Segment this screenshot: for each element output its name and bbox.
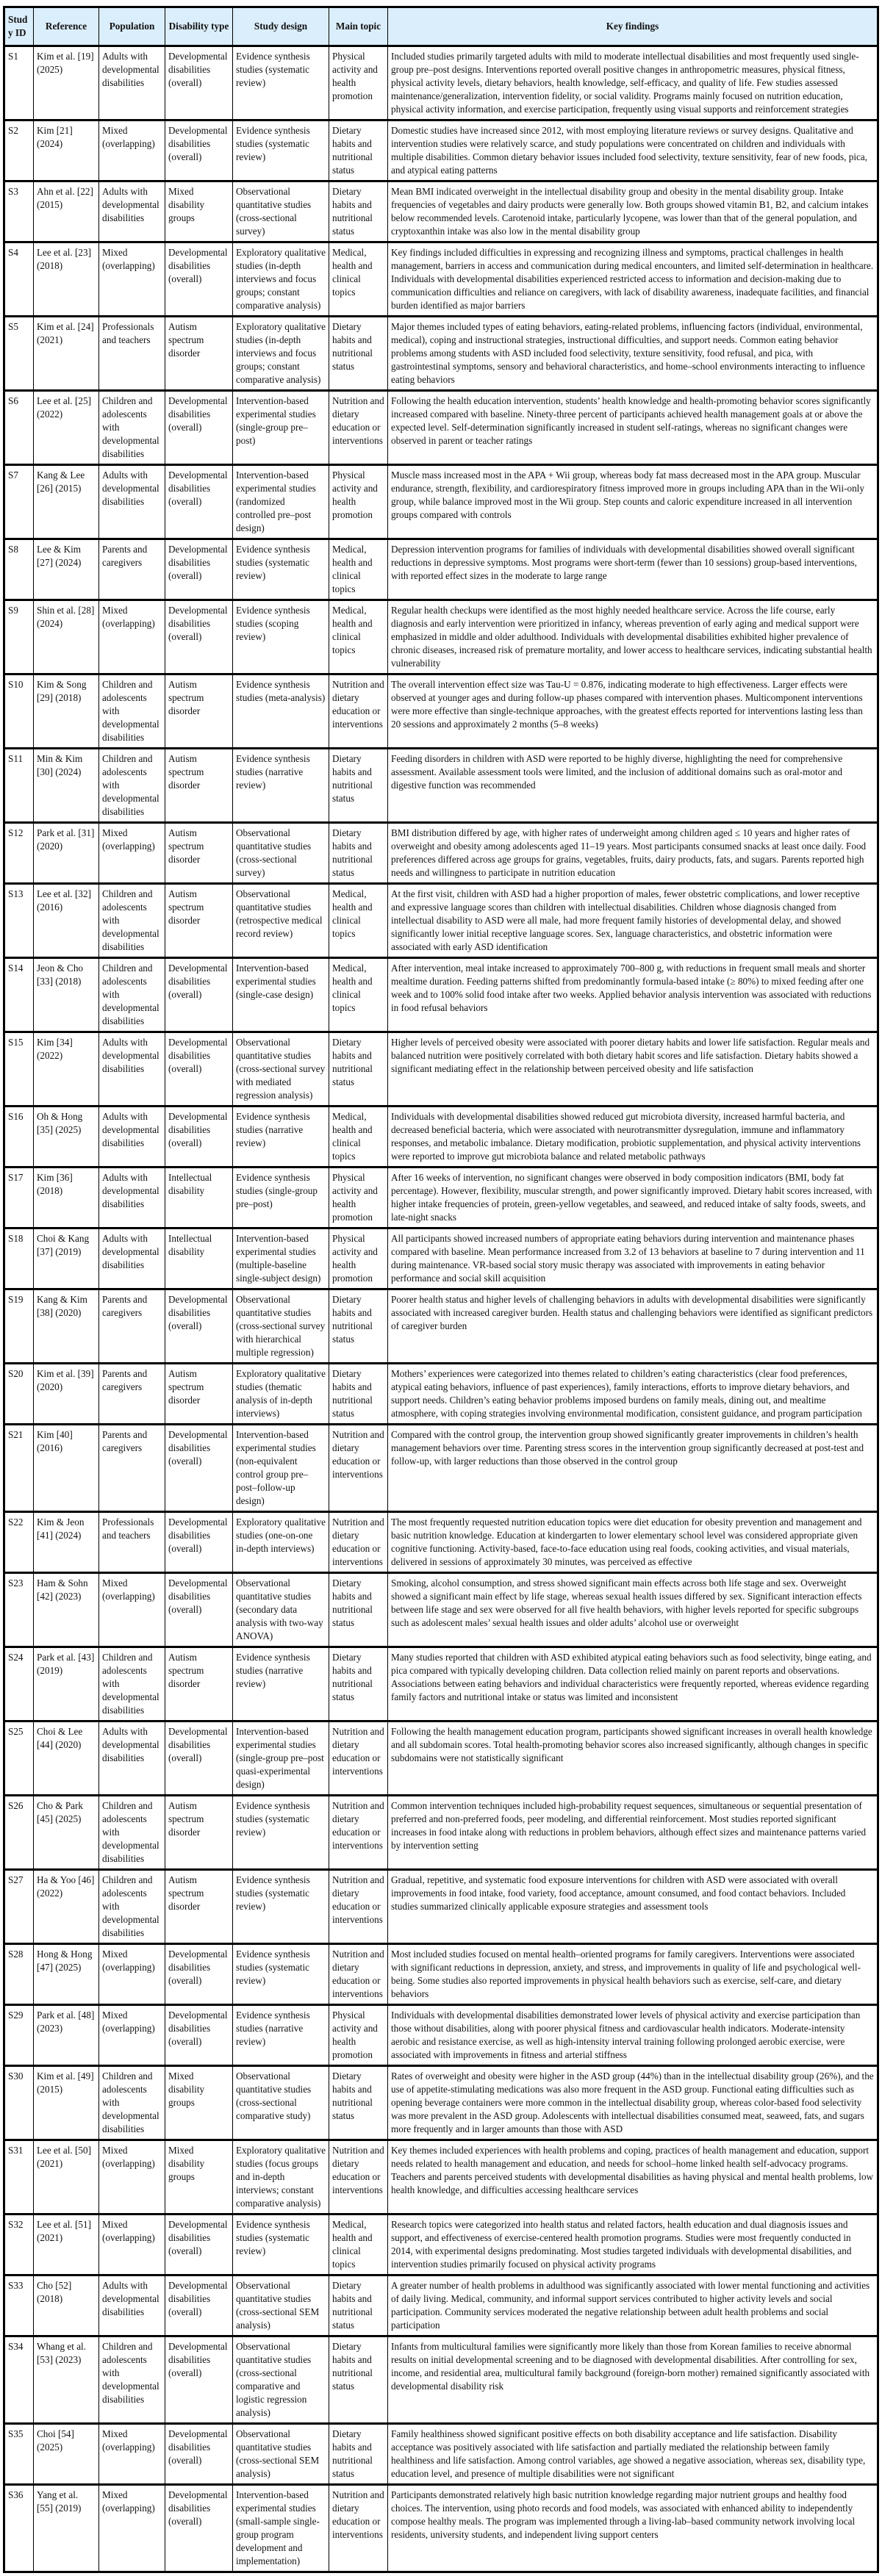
cell-disability-type: Developmental disabilities (overall) — [165, 1944, 233, 2005]
cell-disability-type: Intellectual disability — [165, 1168, 233, 1228]
cell-population: Children and adolescents with developmental disabilities — [99, 1796, 165, 1870]
cell-main-topic: Medical, health and clinical topics — [329, 2215, 388, 2275]
table-row — [4, 1289, 878, 1364]
cell-study-design: Evidence synthesis studies (scoping review) — [233, 600, 329, 674]
cell-reference: Lee et al. [51] (2021) — [34, 2215, 99, 2275]
cell-disability-type: Developmental disabilities (overall) — [165, 1573, 233, 1647]
cell-reference: Cho [52] (2018) — [34, 2275, 99, 2336]
header-reference: Reference — [34, 7, 99, 46]
cell-reference: Lee et al. [50] (2021) — [34, 2140, 99, 2215]
cell-study-id: S22 — [4, 1512, 34, 1573]
cell-study-design: Intervention-based experimental studies (single-case design) — [233, 958, 329, 1032]
cell-disability-type: Autism spectrum disorder — [165, 674, 233, 749]
cell-key-findings: Common intervention techniques included high-probability request sequences, simultaneous or sequential presentation of preferred and non-preferred foods, peer modeling, and differential reinforcement. Most studies reported significant increases in food intake along with reductions in problem behaviors, although effect sizes and maintenance patterns varied by intervention setting — [388, 1796, 878, 1870]
cell-study-id: S34 — [4, 2336, 34, 2424]
cell-disability-type: Autism spectrum disorder — [165, 749, 233, 823]
cell-key-findings: Mothers’ experiences were categorized into themes related to children’s eating characteristics (clear food preferences, atypical eating behaviors, influence of past experiences), family interactions, efforts to improve dietary behaviors, and support needs. Children’s eating behavior problems imposed burdens on family meals, dining out, and mealtime atmosphere, with coping strategies involving environmental modification, consistent guidance, and program participation — [388, 1364, 878, 1425]
table-row — [4, 823, 878, 884]
cell-reference: Kim et al. [39] (2020) — [34, 1364, 99, 1425]
cell-reference: Kim [21] (2024) — [34, 120, 99, 181]
cell-reference: Kim [40] (2016) — [34, 1425, 99, 1512]
cell-reference: Kim & Song [29] (2018) — [34, 674, 99, 749]
cell-key-findings: Feeding disorders in children with ASD were reported to be highly diverse, highlighting the need for comprehensive assessment. Available assessment tools were limited, and the inclusion of additional domains such as oral-motor and digestive function was recommended — [388, 749, 878, 823]
cell-study-id: S24 — [4, 1647, 34, 1721]
cell-study-id: S15 — [4, 1032, 34, 1107]
cell-key-findings: After 16 weeks of intervention, no significant changes were observed in body composition indicators (BMI, body fat percentage). However, flexibility, muscular strength, and power significantly improved. Dietary habit scores increased, with higher intake frequencies of protein, green-yellow vegetables, and seaweed, and reduced intake of salty foods, sweets, and late-night snacks — [388, 1168, 878, 1228]
cell-main-topic: Medical, health and clinical topics — [329, 884, 388, 958]
cell-population: Adults with developmental disabilities — [99, 46, 165, 120]
cell-main-topic: Dietary habits and nutritional status — [329, 1647, 388, 1721]
cell-study-id: S5 — [4, 317, 34, 391]
cell-key-findings: Major themes included types of eating behaviors, eating-related problems, influencing factors (individual, environmental, medical), coping and instructional strategies, instructional difficulties, and support needs. Common eating behavior problems among students with ASD included food selectivity, texture sensitivity, food refusal, and pica, with gastrointestinal symptoms, sensory and behavioral characteristics, and home–school environments interacting to influence eating behaviors — [388, 317, 878, 391]
cell-disability-type: Developmental disabilities (overall) — [165, 1512, 233, 1573]
cell-main-topic: Medical, health and clinical topics — [329, 958, 388, 1032]
cell-disability-type: Autism spectrum disorder — [165, 1364, 233, 1425]
cell-population: Parents and caregivers — [99, 1289, 165, 1364]
table-row — [4, 242, 878, 317]
cell-reference: Kim [34] (2022) — [34, 1032, 99, 1107]
header-population: Population — [99, 7, 165, 46]
table-row — [4, 1364, 878, 1425]
cell-reference: Lee et al. [25] (2022) — [34, 391, 99, 465]
cell-reference: Choi [54] (2025) — [34, 2424, 99, 2485]
cell-main-topic: Nutrition and dietary education or interventions — [329, 1944, 388, 2005]
cell-study-id: S28 — [4, 1944, 34, 2005]
cell-key-findings: Regular health checkups were identified as the most highly needed healthcare service. Across the life course, early diagnosis and early intervention were prioritized in infancy, whereas prevention of early aging and medical support were emphasized in middle and older adulthood. Individuals with developmental disabilities exhibited higher prevalence of chronic diseases, increased risk of premature mortality, and lower access to healthcare services, indicating substantial health vulnerability — [388, 600, 878, 674]
cell-reference: Shin et al. [28] (2024) — [34, 600, 99, 674]
cell-disability-type: Autism spectrum disorder — [165, 1796, 233, 1870]
cell-study-id: S29 — [4, 2005, 34, 2066]
table-row — [4, 1647, 878, 1721]
cell-study-id: S8 — [4, 539, 34, 600]
cell-study-design: Exploratory qualitative studies (in-depth interviews and focus groups; constant comparative analysis) — [233, 317, 329, 391]
header-study-design: Study design — [233, 7, 329, 46]
cell-reference: Cho & Park [45] (2025) — [34, 1796, 99, 1870]
cell-disability-type: Developmental disabilities (overall) — [165, 1425, 233, 1512]
cell-population: Mixed (overlapping) — [99, 823, 165, 884]
cell-main-topic: Dietary habits and nutritional status — [329, 2336, 388, 2424]
cell-key-findings: A greater number of health problems in adulthood was significantly associated with lower mental functioning and activities of daily living. Medical, community, and informal support services contributed to higher activity levels and social participation. Community services moderated the negative relationship between adult health problems and social participation — [388, 2275, 878, 2336]
cell-reference: Yang et al. [55] (2019) — [34, 2485, 99, 2572]
cell-study-id: S12 — [4, 823, 34, 884]
cell-reference: Min & Kim [30] (2024) — [34, 749, 99, 823]
cell-study-design: Evidence synthesis studies (systematic review) — [233, 539, 329, 600]
table-row — [4, 1032, 878, 1107]
cell-population: Children and adolescents with developmental disabilities — [99, 674, 165, 749]
cell-disability-type: Developmental disabilities (overall) — [165, 2336, 233, 2424]
cell-study-id: S9 — [4, 600, 34, 674]
cell-disability-type: Developmental disabilities (overall) — [165, 120, 233, 181]
cell-main-topic: Dietary habits and nutritional status — [329, 120, 388, 181]
table-row — [4, 884, 878, 958]
cell-disability-type: Developmental disabilities (overall) — [165, 1289, 233, 1364]
cell-disability-type: Developmental disabilities (overall) — [165, 2215, 233, 2275]
table-row — [4, 674, 878, 749]
cell-study-design: Observational quantitative studies (cross-sectional survey) — [233, 181, 329, 242]
cell-reference: Kang & Kim [38] (2020) — [34, 1289, 99, 1364]
cell-reference: Lee et al. [32] (2016) — [34, 884, 99, 958]
cell-key-findings: Smoking, alcohol consumption, and stress showed significant main effects across both life stage and sex. Overweight showed a significant main effect by life stage, whereas sexual health issues differed by sex. Significant interaction effects between life stage and sex were observed for all five health behaviors, with higher levels reported for specific subgroups such as adolescent males’ sexual health issues and older adults’ alcohol use or overweight — [388, 1573, 878, 1647]
cell-study-design: Intervention-based experimental studies (randomized controlled pre–post design) — [233, 465, 329, 539]
cell-key-findings: Participants demonstrated relatively high basic nutrition knowledge regarding major nutrient groups and healthy food choices. The intervention, using photo records and food models, was associated with enhanced ability to independently compose healthy meals. The program was implemented through a living-lab–based community network involving local residents, university students, and independent living support centers — [388, 2485, 878, 2572]
cell-key-findings: Key themes included experiences with health problems and coping, practices of health management and education, support needs related to health management and education, and needs for school–home linked health self-advocacy programs. Teachers and parents perceived students with developmental disabilities as having physical and mental health problems, low health knowledge, and difficulties accessing healthcare services — [388, 2140, 878, 2215]
cell-main-topic: Nutrition and dietary education or interventions — [329, 1512, 388, 1573]
cell-key-findings: Domestic studies have increased since 2012, with most employing literature reviews or survey designs. Qualitative and intervention studies were relatively scarce, and study populations were concentrated on children and individuals with multiple disabilities. Common dietary behavior issues included food selectivity, texture sensitivity, fear of new foods, pica, and atypical eating patterns — [388, 120, 878, 181]
cell-disability-type: Developmental disabilities (overall) — [165, 1107, 233, 1168]
cell-reference: Ha & Yoo [46] (2022) — [34, 1870, 99, 1944]
cell-study-id: S30 — [4, 2066, 34, 2140]
cell-key-findings: After intervention, meal intake increased to approximately 700–800 g, with reductions in frequent small meals and shorter mealtime duration. Feeding patterns shifted from predominantly formula-based intake (≥ 80%) to mixed feeding after one week and to 100% solid food intake after two weeks. Applied behavior analysis intervention was associated with reductions in food refusal behaviors — [388, 958, 878, 1032]
cell-disability-type: Mixed disability groups — [165, 2066, 233, 2140]
table-row — [4, 181, 878, 242]
cell-population: Parents and caregivers — [99, 1364, 165, 1425]
cell-study-id: S13 — [4, 884, 34, 958]
cell-main-topic: Physical activity and health promotion — [329, 46, 388, 120]
cell-key-findings: At the first visit, children with ASD had a higher proportion of males, fewer obstetric complications, and lower receptive and expressive language scores than children with intellectual disabilities. Children whose diagnosis changed from intellectual disability to ASD were all male, had more frequent family histories of developmental delay, and showed significantly lower initial receptive language scores. Sex, language characteristics, and obstetric information were associated with early ASD identification — [388, 884, 878, 958]
cell-key-findings: Included studies primarily targeted adults with mild to moderate intellectual disabilities and most frequently used single-group pre–post designs. Interventions reported overall positive changes in anthropometric measures, physical fitness, physical activity levels, dietary behaviors, health knowledge, self-efficacy, and quality of life. Few studies assessed maintenance/generalization, intervention fidelity, or social validity. Programs mainly focused on nutrition education, physical activity information, and exercise participation, frequently using visual supports and reinforcement strategies — [388, 46, 878, 120]
cell-study-id: S17 — [4, 1168, 34, 1228]
cell-population: Mixed (overlapping) — [99, 600, 165, 674]
cell-key-findings: Higher levels of perceived obesity were associated with poorer dietary habits and lower life satisfaction. Regular meals and balanced nutrition were positively correlated with both dietary habit scores and life satisfaction. Dietary habits showed a significant mediating effect in the relationship between perceived obesity and life satisfaction — [388, 1032, 878, 1107]
header-main-topic: Main topic — [329, 7, 388, 46]
cell-study-design: Intervention-based experimental studies (single-group pre–post quasi-experimental design) — [233, 1721, 329, 1796]
cell-study-id: S27 — [4, 1870, 34, 1944]
cell-study-design: Evidence synthesis studies (narrative review) — [233, 2005, 329, 2066]
cell-main-topic: Dietary habits and nutritional status — [329, 1289, 388, 1364]
cell-key-findings: Following the health education intervention, students’ health knowledge and health-promoting behavior scores significantly increased compared with baseline. Ninety-three percent of participants achieved health management goals at or above the expected level. Self-determination significantly increased in student self-ratings, whereas no significant changes were observed in parent or teacher ratings — [388, 391, 878, 465]
cell-main-topic: Physical activity and health promotion — [329, 2005, 388, 2066]
table-row — [4, 1870, 878, 1944]
cell-key-findings: Many studies reported that children with ASD exhibited atypical eating behaviors such as food selectivity, binge eating, and pica compared with typically developing children. Data collection relied mainly on parent reports and observations. Associations between eating behaviors and individual characteristics were frequently reported, whereas evidence regarding family factors and nutritional intake or status was limited and inconsistent — [388, 1647, 878, 1721]
header-disability-type: Disability type — [165, 7, 233, 46]
cell-study-design: Evidence synthesis studies (narrative review) — [233, 749, 329, 823]
cell-population: Children and adolescents with developmental disabilities — [99, 391, 165, 465]
table-row — [4, 317, 878, 391]
cell-main-topic: Nutrition and dietary education or interventions — [329, 674, 388, 749]
cell-study-design: Observational quantitative studies (secondary data analysis with two-way ANOVA) — [233, 1573, 329, 1647]
cell-study-design: Evidence synthesis studies (single-group pre–post) — [233, 1168, 329, 1228]
cell-population: Mixed (overlapping) — [99, 120, 165, 181]
cell-disability-type: Mixed disability groups — [165, 181, 233, 242]
cell-study-design: Evidence synthesis studies (systematic review) — [233, 1796, 329, 1870]
cell-population: Mixed (overlapping) — [99, 2215, 165, 2275]
cell-population: Children and adolescents with developmental disabilities — [99, 884, 165, 958]
cell-reference: Ahn et al. [22] (2015) — [34, 181, 99, 242]
cell-key-findings: Mean BMI indicated overweight in the intellectual disability group and obesity in the mental disability group. Intake frequencies of vegetables and dairy products were generally low. Both groups showed vitamin B1, B2, and calcium intakes below recommended levels. Carotenoid intake, particularly lycopene, was lower than that of the general population, and cryptoxanthin intake was also low in the mental disability group — [388, 181, 878, 242]
cell-key-findings: Individuals with developmental disabilities showed reduced gut microbiota diversity, increased harmful bacteria, and decreased beneficial bacteria, which were associated with neurotransmitter dysregulation, immune and inflammatory responses, and metabolic imbalance. Dietary modification, probiotic supplementation, and physical activity interventions were reported to improve gut microbiota balance and related metabolic pathways — [388, 1107, 878, 1168]
cell-main-topic: Dietary habits and nutritional status — [329, 1364, 388, 1425]
cell-study-id: S16 — [4, 1107, 34, 1168]
table-row — [4, 1168, 878, 1228]
cell-disability-type: Developmental disabilities (overall) — [165, 600, 233, 674]
cell-study-id: S26 — [4, 1796, 34, 1870]
table-row — [4, 600, 878, 674]
cell-main-topic: Physical activity and health promotion — [329, 1168, 388, 1228]
cell-main-topic: Dietary habits and nutritional status — [329, 2066, 388, 2140]
header-row — [4, 7, 878, 46]
cell-main-topic: Nutrition and dietary education or interventions — [329, 1425, 388, 1512]
cell-main-topic: Nutrition and dietary education or interventions — [329, 1721, 388, 1796]
cell-study-id: S36 — [4, 2485, 34, 2572]
cell-reference: Choi & Lee [44] (2020) — [34, 1721, 99, 1796]
table-row — [4, 2424, 878, 2485]
table-body — [4, 46, 878, 2572]
cell-study-design: Observational quantitative studies (cross-sectional survey with mediated regression analysis) — [233, 1032, 329, 1107]
table-row — [4, 2140, 878, 2215]
cell-main-topic: Physical activity and health promotion — [329, 465, 388, 539]
cell-population: Children and adolescents with developmental disabilities — [99, 1647, 165, 1721]
cell-key-findings: Poorer health status and higher levels of challenging behaviors in adults with developmental disabilities were significantly associated with increased caregiver burden. Health status and challenging behaviors were identified as significant predictors of caregiver burden — [388, 1289, 878, 1364]
cell-population: Adults with developmental disabilities — [99, 1228, 165, 1289]
cell-study-id: S2 — [4, 120, 34, 181]
cell-population: Children and adolescents with developmental disabilities — [99, 749, 165, 823]
table-row — [4, 391, 878, 465]
cell-study-design: Observational quantitative studies (cross-sectional survey with hierarchical multiple regression) — [233, 1289, 329, 1364]
cell-study-design: Evidence synthesis studies (systematic review) — [233, 1870, 329, 1944]
cell-main-topic: Nutrition and dietary education or interventions — [329, 2485, 388, 2572]
cell-population: Parents and caregivers — [99, 1425, 165, 1512]
table-row — [4, 2485, 878, 2572]
cell-main-topic: Dietary habits and nutritional status — [329, 1573, 388, 1647]
cell-key-findings: Research topics were categorized into health status and related factors, health education and dual diagnosis issues and support, and effectiveness of exercise-centered health promotion programs. Studies were most frequently conducted in 2014, with experimental designs predominating. Most studies targeted individuals with developmental disabilities, and intervention studies primarily focused on physical activity programs — [388, 2215, 878, 2275]
cell-reference: Lee et al. [23] (2018) — [34, 242, 99, 317]
cell-population: Mixed (overlapping) — [99, 2005, 165, 2066]
cell-study-id: S6 — [4, 391, 34, 465]
cell-main-topic: Nutrition and dietary education or interventions — [329, 1870, 388, 1944]
table-row — [4, 2215, 878, 2275]
cell-population: Mixed (overlapping) — [99, 242, 165, 317]
cell-main-topic: Nutrition and dietary education or interventions — [329, 391, 388, 465]
table-header — [4, 7, 878, 46]
cell-study-id: S25 — [4, 1721, 34, 1796]
table-row — [4, 120, 878, 181]
cell-reference: Kim et al. [49] (2015) — [34, 2066, 99, 2140]
cell-main-topic: Nutrition and dietary education or interventions — [329, 1796, 388, 1870]
cell-main-topic: Dietary habits and nutritional status — [329, 2424, 388, 2485]
header-key-findings: Key findings — [388, 7, 878, 46]
cell-population: Mixed (overlapping) — [99, 1573, 165, 1647]
cell-study-design: Observational quantitative studies (cross-sectional comparative study) — [233, 2066, 329, 2140]
cell-reference: Hong & Hong [47] (2025) — [34, 1944, 99, 2005]
table-row — [4, 2336, 878, 2424]
cell-disability-type: Developmental disabilities (overall) — [165, 2275, 233, 2336]
cell-study-design: Intervention-based experimental studies (multiple-baseline single-subject design) — [233, 1228, 329, 1289]
cell-study-id: S7 — [4, 465, 34, 539]
cell-study-design: Observational quantitative studies (cross-sectional comparative and logistic regression analysis) — [233, 2336, 329, 2424]
cell-disability-type: Developmental disabilities (overall) — [165, 539, 233, 600]
cell-key-findings: Compared with the control group, the intervention group showed significantly greater improvements in children’s health management behaviors over time. Parenting stress scores in the intervention group significantly decreased at post-test and follow-up, with larger reductions than those observed in the control group — [388, 1425, 878, 1512]
table-row — [4, 46, 878, 120]
cell-reference: Kim [36] (2018) — [34, 1168, 99, 1228]
cell-study-id: S14 — [4, 958, 34, 1032]
cell-study-id: S35 — [4, 2424, 34, 2485]
cell-study-design: Observational quantitative studies (cross-sectional SEM analysis) — [233, 2424, 329, 2485]
cell-main-topic: Medical, health and clinical topics — [329, 539, 388, 600]
cell-reference: Park et al. [31] (2020) — [34, 823, 99, 884]
cell-disability-type: Developmental disabilities (overall) — [165, 465, 233, 539]
cell-main-topic: Dietary habits and nutritional status — [329, 317, 388, 391]
cell-key-findings: BMI distribution differed by age, with higher rates of underweight among children aged ≤ 10 years and higher rates of overweight and obesity among adolescents aged 11–19 years. Most participants consumed snacks at least once daily. Food preferences differed across age groups for grains, vegetables, fruits, dairy products, fats, and sugars. Parents reported high needs and willingness to participate in nutrition education — [388, 823, 878, 884]
cell-study-design: Evidence synthesis studies (narrative review) — [233, 1107, 329, 1168]
cell-study-id: S18 — [4, 1228, 34, 1289]
studies-table — [3, 6, 879, 2573]
cell-reference: Lee & Kim [27] (2024) — [34, 539, 99, 600]
cell-study-design: Exploratory qualitative studies (thematic analysis of in-depth interviews) — [233, 1364, 329, 1425]
cell-disability-type: Developmental disabilities (overall) — [165, 2485, 233, 2572]
cell-study-id: S32 — [4, 2215, 34, 2275]
cell-study-id: S31 — [4, 2140, 34, 2215]
cell-disability-type: Developmental disabilities (overall) — [165, 242, 233, 317]
table-row — [4, 465, 878, 539]
cell-study-design: Evidence synthesis studies (systematic review) — [233, 2215, 329, 2275]
cell-population: Mixed (overlapping) — [99, 2485, 165, 2572]
cell-main-topic: Nutrition and dietary education or interventions — [329, 2140, 388, 2215]
cell-disability-type: Autism spectrum disorder — [165, 1870, 233, 1944]
cell-study-id: S23 — [4, 1573, 34, 1647]
cell-study-design: Exploratory qualitative studies (in-depth interviews and focus groups; constant comparative analysis) — [233, 242, 329, 317]
cell-population: Mixed (overlapping) — [99, 2140, 165, 2215]
table-row — [4, 1721, 878, 1796]
cell-population: Professionals and teachers — [99, 1512, 165, 1573]
cell-population: Adults with developmental disabilities — [99, 2275, 165, 2336]
cell-study-design: Observational quantitative studies (cross-sectional SEM analysis) — [233, 2275, 329, 2336]
cell-key-findings: All participants showed increased numbers of appropriate eating behaviors during intervention and maintenance phases compared with baseline. Mean performance increased from 3.2 of 13 behaviors at baseline to 7 during intervention and 11 during maintenance. VR-based social story music therapy was associated with improvements in eating behavior performance and social skill acquisition — [388, 1228, 878, 1289]
cell-disability-type: Developmental disabilities (overall) — [165, 46, 233, 120]
cell-study-design: Evidence synthesis studies (systematic review) — [233, 46, 329, 120]
cell-population: Adults with developmental disabilities — [99, 181, 165, 242]
table-row — [4, 539, 878, 600]
cell-study-id: S21 — [4, 1425, 34, 1512]
cell-disability-type: Autism spectrum disorder — [165, 317, 233, 391]
table-row — [4, 749, 878, 823]
cell-study-id: S11 — [4, 749, 34, 823]
table-row — [4, 1796, 878, 1870]
cell-reference: Whang et al. [53] (2023) — [34, 2336, 99, 2424]
table-row — [4, 958, 878, 1032]
cell-disability-type: Developmental disabilities (overall) — [165, 2424, 233, 2485]
cell-key-findings: Following the health management education program, participants showed significant increases in overall health knowledge and all subdomain scores. Total health-promoting behavior scores also increased significantly, although changes in specific subdomains were not statistically significant — [388, 1721, 878, 1796]
cell-main-topic: Dietary habits and nutritional status — [329, 181, 388, 242]
cell-reference: Choi & Kang [37] (2019) — [34, 1228, 99, 1289]
cell-study-design: Intervention-based experimental studies (non-equivalent control group pre–post–follow-up design) — [233, 1425, 329, 1512]
cell-study-id: S10 — [4, 674, 34, 749]
cell-study-id: S1 — [4, 46, 34, 120]
cell-key-findings: Muscle mass increased most in the APA + Wii group, whereas body fat mass decreased most in the APA group. Muscular endurance, strength, flexibility, and cardiorespiratory fitness improved more in groups including APA than in the Wii-only group, while balance improved most in the Wii group. Step counts and caloric expenditure increased in all intervention groups compared with controls — [388, 465, 878, 539]
cell-main-topic: Dietary habits and nutritional status — [329, 823, 388, 884]
cell-main-topic: Dietary habits and nutritional status — [329, 1032, 388, 1107]
cell-disability-type: Developmental disabilities (overall) — [165, 2005, 233, 2066]
cell-disability-type: Autism spectrum disorder — [165, 1647, 233, 1721]
cell-disability-type: Developmental disabilities (overall) — [165, 391, 233, 465]
cell-population: Children and adolescents with developmental disabilities — [99, 1870, 165, 1944]
cell-study-design: Evidence synthesis studies (meta-analysis) — [233, 674, 329, 749]
table-row — [4, 1944, 878, 2005]
cell-study-design: Observational quantitative studies (cross-sectional survey) — [233, 823, 329, 884]
cell-main-topic: Physical activity and health promotion — [329, 1228, 388, 1289]
cell-population: Adults with developmental disabilities — [99, 465, 165, 539]
cell-key-findings: Infants from multicultural families were significantly more likely than those from Korean families to receive abnormal results on initial developmental screening and to be diagnosed with developmental disabilities. After controlling for sex, income, and residential area, multicultural family background (foreign-born mother) remained significantly associated with developmental disability risk — [388, 2336, 878, 2424]
table-row — [4, 1425, 878, 1512]
cell-study-design: Observational quantitative studies (retrospective medical record review) — [233, 884, 329, 958]
cell-disability-type: Developmental disabilities (overall) — [165, 1721, 233, 1796]
cell-reference: Oh & Hong [35] (2025) — [34, 1107, 99, 1168]
cell-population: Mixed (overlapping) — [99, 2424, 165, 2485]
cell-study-design: Intervention-based experimental studies (single-group pre–post) — [233, 391, 329, 465]
cell-population: Children and adolescents with developmental disabilities — [99, 2336, 165, 2424]
cell-key-findings: The overall intervention effect size was Tau-U = 0.876, indicating moderate to high effectiveness. Larger effects were observed at younger ages and during follow-up phases compared with intervention phases. Multicomponent interventions were more effective than single-technique approaches, with the greatest effects reported for interventions lasting less than 20 sessions and approximately 2 months (5–8 weeks) — [388, 674, 878, 749]
cell-population: Children and adolescents with developmental disabilities — [99, 2066, 165, 2140]
cell-key-findings: Gradual, repetitive, and systematic food exposure interventions for children with ASD were associated with overall improvements in food intake, food variety, food acceptance, amount consumed, and food contact behaviors. Included studies summarized clinically applicable exposure strategies and assessment tools — [388, 1870, 878, 1944]
cell-population: Professionals and teachers — [99, 317, 165, 391]
cell-key-findings: Individuals with developmental disabilities demonstrated lower levels of physical activity and exercise participation than those without disabilities, along with poorer physical fitness and cardiovascular health indicators. Moderate-intensity aerobic and resistance exercise, as well as high-intensity interval training following prolonged aerobic exercise, were associated with improvements in fitness and arterial stiffness — [388, 2005, 878, 2066]
header-study-id: Study ID — [4, 7, 34, 46]
cell-main-topic: Medical, health and clinical topics — [329, 1107, 388, 1168]
cell-reference: Kim et al. [24] (2021) — [34, 317, 99, 391]
cell-reference: Kim et al. [19] (2025) — [34, 46, 99, 120]
cell-disability-type: Intellectual disability — [165, 1228, 233, 1289]
cell-key-findings: Rates of overweight and obesity were higher in the ASD group (44%) than in the intellectual disability group (26%), and the use of appetite-stimulating medications was also more frequent in the ASD group. Functional eating difficulties such as opening beverage containers were more common in the intellectual disability group, whereas color-based food selectivity was more prevalent in the ASD group. Adolescents with intellectual disabilities consumed meat, seaweed, fats, and sugars more frequently and in larger amounts than those with ASD — [388, 2066, 878, 2140]
cell-key-findings: Key findings included difficulties in expressing and recognizing illness and symptoms, practical challenges in health management, barriers in access and communication during medical encounters, and limited self-determination in healthcare. Individuals with developmental disabilities experienced restricted access to information and decision-making due to communication difficulties and reliance on caregivers, with lack of disability awareness, inadequate facilities, and financial burden identified as major barriers — [388, 242, 878, 317]
cell-disability-type: Mixed disability groups — [165, 2140, 233, 2215]
cell-study-id: S19 — [4, 1289, 34, 1364]
table-row — [4, 2275, 878, 2336]
cell-population: Mixed (overlapping) — [99, 1944, 165, 2005]
cell-key-findings: Most included studies focused on mental health–oriented programs for family caregivers. Interventions were associated with significant reductions in depression, anxiety, and stress, and improvements in quality of life and psychological well-being. Some studies also reported improvements in physical health behaviors such as exercise, self-care, and dietary behaviors — [388, 1944, 878, 2005]
cell-study-design: Exploratory qualitative studies (one-on-one in-depth interviews) — [233, 1512, 329, 1573]
cell-reference: Park et al. [48] (2023) — [34, 2005, 99, 2066]
cell-study-design: Exploratory qualitative studies (focus groups and in-depth interviews; constant comparative analysis) — [233, 2140, 329, 2215]
cell-reference: Park et al. [43] (2019) — [34, 1647, 99, 1721]
cell-reference: Kim & Jeon [41] (2024) — [34, 1512, 99, 1573]
table-row — [4, 1512, 878, 1573]
table-row — [4, 1107, 878, 1168]
cell-key-findings: The most frequently requested nutrition education topics were diet education for obesity prevention and management and basic nutrition knowledge. Education at kindergarten to lower elementary school level was considered appropriate given cognitive functioning. Activity-based, face-to-face education using real foods, cooking activities, and visual materials, delivered in sessions of approximately 30 minutes, was perceived as effective — [388, 1512, 878, 1573]
cell-main-topic: Dietary habits and nutritional status — [329, 749, 388, 823]
cell-study-id: S20 — [4, 1364, 34, 1425]
cell-study-id: S3 — [4, 181, 34, 242]
cell-reference: Ham & Sohn [42] (2023) — [34, 1573, 99, 1647]
table-row — [4, 2066, 878, 2140]
cell-disability-type: Autism spectrum disorder — [165, 823, 233, 884]
table-row — [4, 1573, 878, 1647]
cell-population: Adults with developmental disabilities — [99, 1032, 165, 1107]
cell-disability-type: Autism spectrum disorder — [165, 884, 233, 958]
cell-main-topic: Medical, health and clinical topics — [329, 242, 388, 317]
cell-population: Parents and caregivers — [99, 539, 165, 600]
cell-reference: Jeon & Cho [33] (2018) — [34, 958, 99, 1032]
cell-key-findings: Depression intervention programs for families of individuals with developmental disabilities showed overall significant reductions in depressive symptoms. Most programs were short-term (fewer than 10 sessions) group-based interventions, with reported effect sizes in the moderate to large range — [388, 539, 878, 600]
cell-study-design: Evidence synthesis studies (narrative review) — [233, 1647, 329, 1721]
cell-main-topic: Dietary habits and nutritional status — [329, 2275, 388, 2336]
cell-population: Adults with developmental disabilities — [99, 1168, 165, 1228]
cell-key-findings: Family healthiness showed significant positive effects on both disability acceptance and life satisfaction. Disability acceptance was positively associated with life satisfaction and partially mediated the relationship between family healthiness and life satisfaction. Among control variables, age showed a negative association, whereas sex, disability type, education level, and presence of multiple disabilities were not significant — [388, 2424, 878, 2485]
cell-reference: Kang & Lee [26] (2015) — [34, 465, 99, 539]
cell-population: Adults with developmental disabilities — [99, 1721, 165, 1796]
cell-study-design: Evidence synthesis studies (systematic review) — [233, 120, 329, 181]
cell-population: Children and adolescents with developmental disabilities — [99, 958, 165, 1032]
cell-study-design: Intervention-based experimental studies (small-sample single-group program development and implementation) — [233, 2485, 329, 2572]
cell-study-id: S33 — [4, 2275, 34, 2336]
table-row — [4, 1228, 878, 1289]
cell-main-topic: Medical, health and clinical topics — [329, 600, 388, 674]
table-row — [4, 2005, 878, 2066]
cell-study-design: Evidence synthesis studies (systematic review) — [233, 1944, 329, 2005]
cell-disability-type: Developmental disabilities (overall) — [165, 1032, 233, 1107]
cell-disability-type: Developmental disabilities (overall) — [165, 958, 233, 1032]
cell-study-id: S4 — [4, 242, 34, 317]
cell-population: Adults with developmental disabilities — [99, 1107, 165, 1168]
